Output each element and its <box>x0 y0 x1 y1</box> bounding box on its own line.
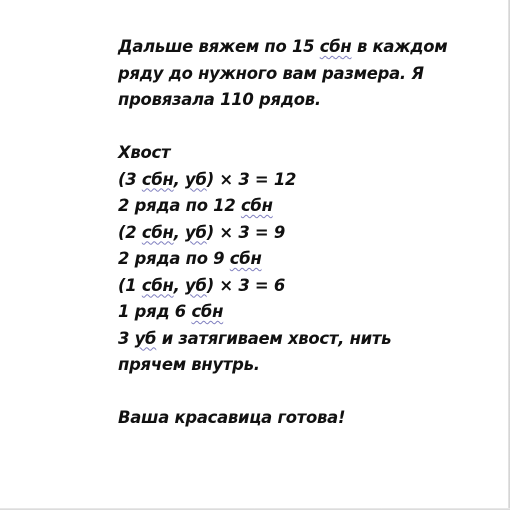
abbreviation-marked: сбн <box>141 275 174 295</box>
abbreviation-marked: сбн <box>191 302 224 321</box>
document-text <box>118 34 488 432</box>
step-line: 1 ряд 6 сбн <box>118 302 224 321</box>
step-line: 2 ряда по 12 сбн <box>118 196 273 215</box>
step-line: 2 ряда по 9 сбн <box>118 249 262 268</box>
abbreviation-marked: сбн <box>141 169 174 189</box>
blank-line <box>118 114 488 141</box>
step-line: 3 уб и затягиваем хвост, нить <box>118 328 392 348</box>
abbreviation-marked: уб <box>185 222 207 242</box>
paragraph-line: ряду до нужного вам размера. Я <box>118 63 424 83</box>
blank-line <box>118 379 488 406</box>
closing-line: Ваша красавица готова! <box>118 408 346 427</box>
abbreviation-marked: уб <box>185 169 207 189</box>
step-line: прячем внутрь. <box>118 355 260 374</box>
abbreviation-marked: сбн <box>240 196 273 215</box>
abbreviation-marked: сбн <box>319 37 352 56</box>
step-line: (1 сбн, уб) × 3 = 6 <box>118 275 286 295</box>
abbreviation-marked: сбн <box>229 249 262 268</box>
step-line: (2 сбн, уб) × 3 = 9 <box>118 222 286 242</box>
step-line: (3 сбн, уб) × 3 = 12 <box>118 169 297 189</box>
abbreviation-marked: сбн <box>141 222 174 242</box>
paragraph-line: Дальше вяжем по 15 сбн в каждом <box>118 37 448 56</box>
abbreviation-marked: уб <box>134 328 157 348</box>
abbreviation-marked: уб <box>185 275 207 295</box>
paragraph-line: провязала 110 рядов. <box>118 90 321 109</box>
section-title: Хвост <box>118 143 171 162</box>
